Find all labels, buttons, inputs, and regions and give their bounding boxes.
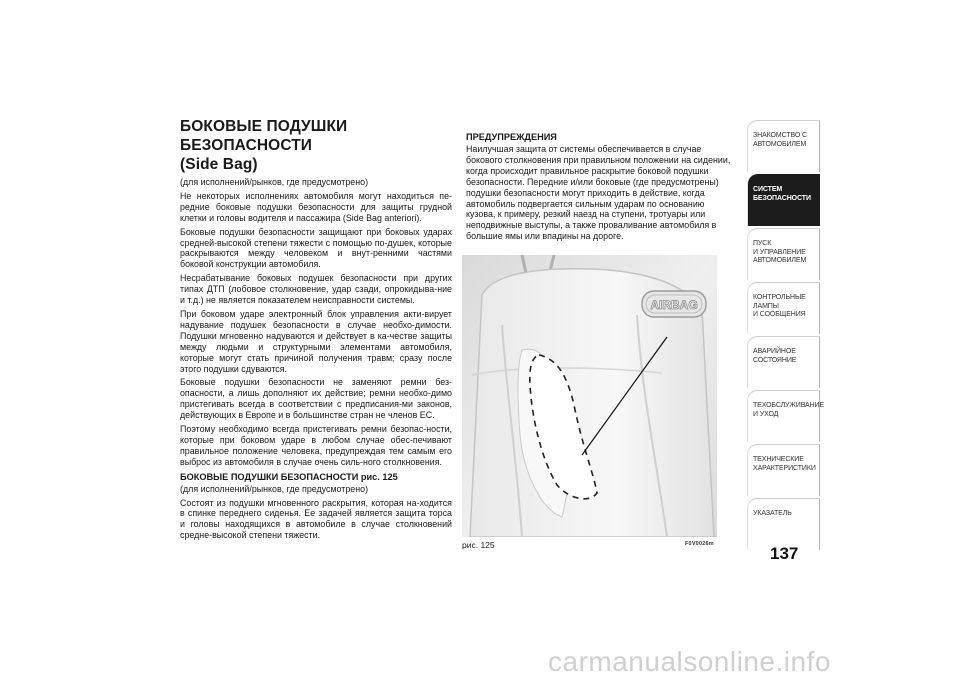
- paragraph-composition: Состоят из подушки мгновенного раскрытия, которая на-ходится в спинке переднего сиденья. Ее задачей является защита торса и головы находящихся в автомобиле в случае столкновений средне-высокой степени тяжести.: [180, 497, 452, 541]
- warning-block: [466, 132, 732, 245]
- tab-warning-lights[interactable]: [748, 282, 820, 334]
- tab-label: ТЕХНИЧЕСКИЕ ХАРАКТЕРИСТИКИ: [753, 456, 816, 472]
- paragraph-seatbelts: Боковые подушки безопасности не заменяют ремни без-опасности, а лишь дополняют их действие; ремни необхо-димо пристегивать всегда в соответствии с предписания-ми законов, действующих в Европе и в большинстве стран не членов ЕС.: [180, 377, 452, 421]
- tab-technical-specs[interactable]: [748, 444, 820, 496]
- figure-code: F0V0026m: [685, 541, 714, 547]
- left-column: [180, 117, 452, 544]
- tab-starting-driving[interactable]: [748, 228, 820, 280]
- tab-label: АВАРИЙНОЕ СОСТОЯНИЕ: [753, 348, 797, 364]
- tab-getting-to-know[interactable]: [748, 120, 820, 172]
- section-tabs: [748, 120, 825, 552]
- seat-illustration: [462, 255, 717, 537]
- page-title: [180, 117, 452, 174]
- watermark: carmanualsonline.info: [548, 646, 831, 677]
- tab-label: ЗНАКОМСТВО С АВТОМОБИЛЕМ: [753, 132, 808, 148]
- tab-label: УКАЗАТЕЛЬ: [753, 510, 792, 517]
- tab-maintenance[interactable]: [748, 390, 825, 442]
- tab-index[interactable]: [748, 498, 820, 550]
- paragraph-availability-2: (для исполнений/рынков, где предусмотрено): [180, 483, 369, 494]
- figure-caption: рис. 125: [462, 540, 495, 550]
- tab-label: КОНТРОЛЬНЫЕ ЛАМПЫ И СООБЩЕНИЯ: [753, 294, 806, 319]
- warning-text: Наилучшая защита от системы обеспечивается в случае бокового столкновения при правильном положении на сидении, когда происходит правильное раскрытие боковой подушки безопасности. Передние и/или боковые (где предусмотрены) подушки безопасности могут приходить в действие, когда автомобиль подвергается сильным ударам по основанию кузова, к примеру, резкий наезд на ступени, тротуары или неподвижные выступы, а также проваливание автомобиля в большие ямы или впадины на дороге.: [466, 144, 731, 242]
- tab-label: ТЕХОБСЛУЖИВАНИЕ И УХОД: [753, 402, 825, 418]
- figure-seat-airbag: [462, 255, 717, 537]
- airbag-label: AIRBAG: [650, 298, 698, 312]
- paragraph-deploy: При боковом ударе электронный блок управления акти-вирует надувание подушек безопасности в случае необхо-димости. Подушки мгновенно надуваются и действует в ка-честве защиты между людьми и структурными элементами автомобиля, которые могут стать причиной получения травм; сразу после этого подушки сдуваются.: [180, 308, 452, 374]
- warning-title: ПРЕДУПРЕЖДЕНИЯ: [466, 132, 557, 142]
- section-heading: БОКОВЫЕ ПОДУШКИ БЕЗОПАСНОСТИ рис. 125: [180, 471, 398, 482]
- tab-safety-systems[interactable]: [748, 174, 820, 226]
- paragraph-always-fasten: Поэтому необходимо всегда пристегивать ремни безопас-ности, которые при боковом ударе в любом случае обес-печивают правильное положение человека, предупреждая тем самым его выброс из автомобиля в случае очень силь-ного столкновения.: [180, 424, 452, 467]
- page-number: 137: [770, 544, 799, 563]
- paragraph-protection: Боковые подушки безопасности защищают при боковых ударах средней-высокой степени тяжести с помощью по-душек, которые раскрываются между человеком и внут-ренними частями боковой конструкции автомобиля.: [180, 226, 452, 270]
- tab-label: ПУСК И УПРАВЛЕНИЕ АВТОМОБИЛЕМ: [753, 240, 807, 265]
- tab-label: СИСТЕМ БЕЗОПАСНОСТИ: [753, 186, 811, 202]
- tab-emergency[interactable]: [748, 336, 820, 388]
- paragraph-availability: (для исполнений/рынков, где предусмотрено): [180, 177, 369, 187]
- title-line-1: БОКОВЫЕ ПОДУШКИ БЕЗОПАСНОСТИ: [180, 118, 348, 154]
- paragraph-intro: Не некоторых исполнениях автомобиля могут находиться пе-редние боковые подушки безопасности для защиты грудной клетки и головы водителя и пассажира (Side Bag anteriori).: [180, 190, 452, 223]
- airbag-badge: [642, 291, 706, 317]
- title-line-2: (Side Bag): [180, 156, 258, 173]
- paragraph-no-deploy: Несрабатывание боковых подушек безопасности при других типах ДТП (лобовое столкновение, удар сзади, опрокидыва-ние и т.д.) не является показателем неисправности системы.: [180, 273, 452, 306]
